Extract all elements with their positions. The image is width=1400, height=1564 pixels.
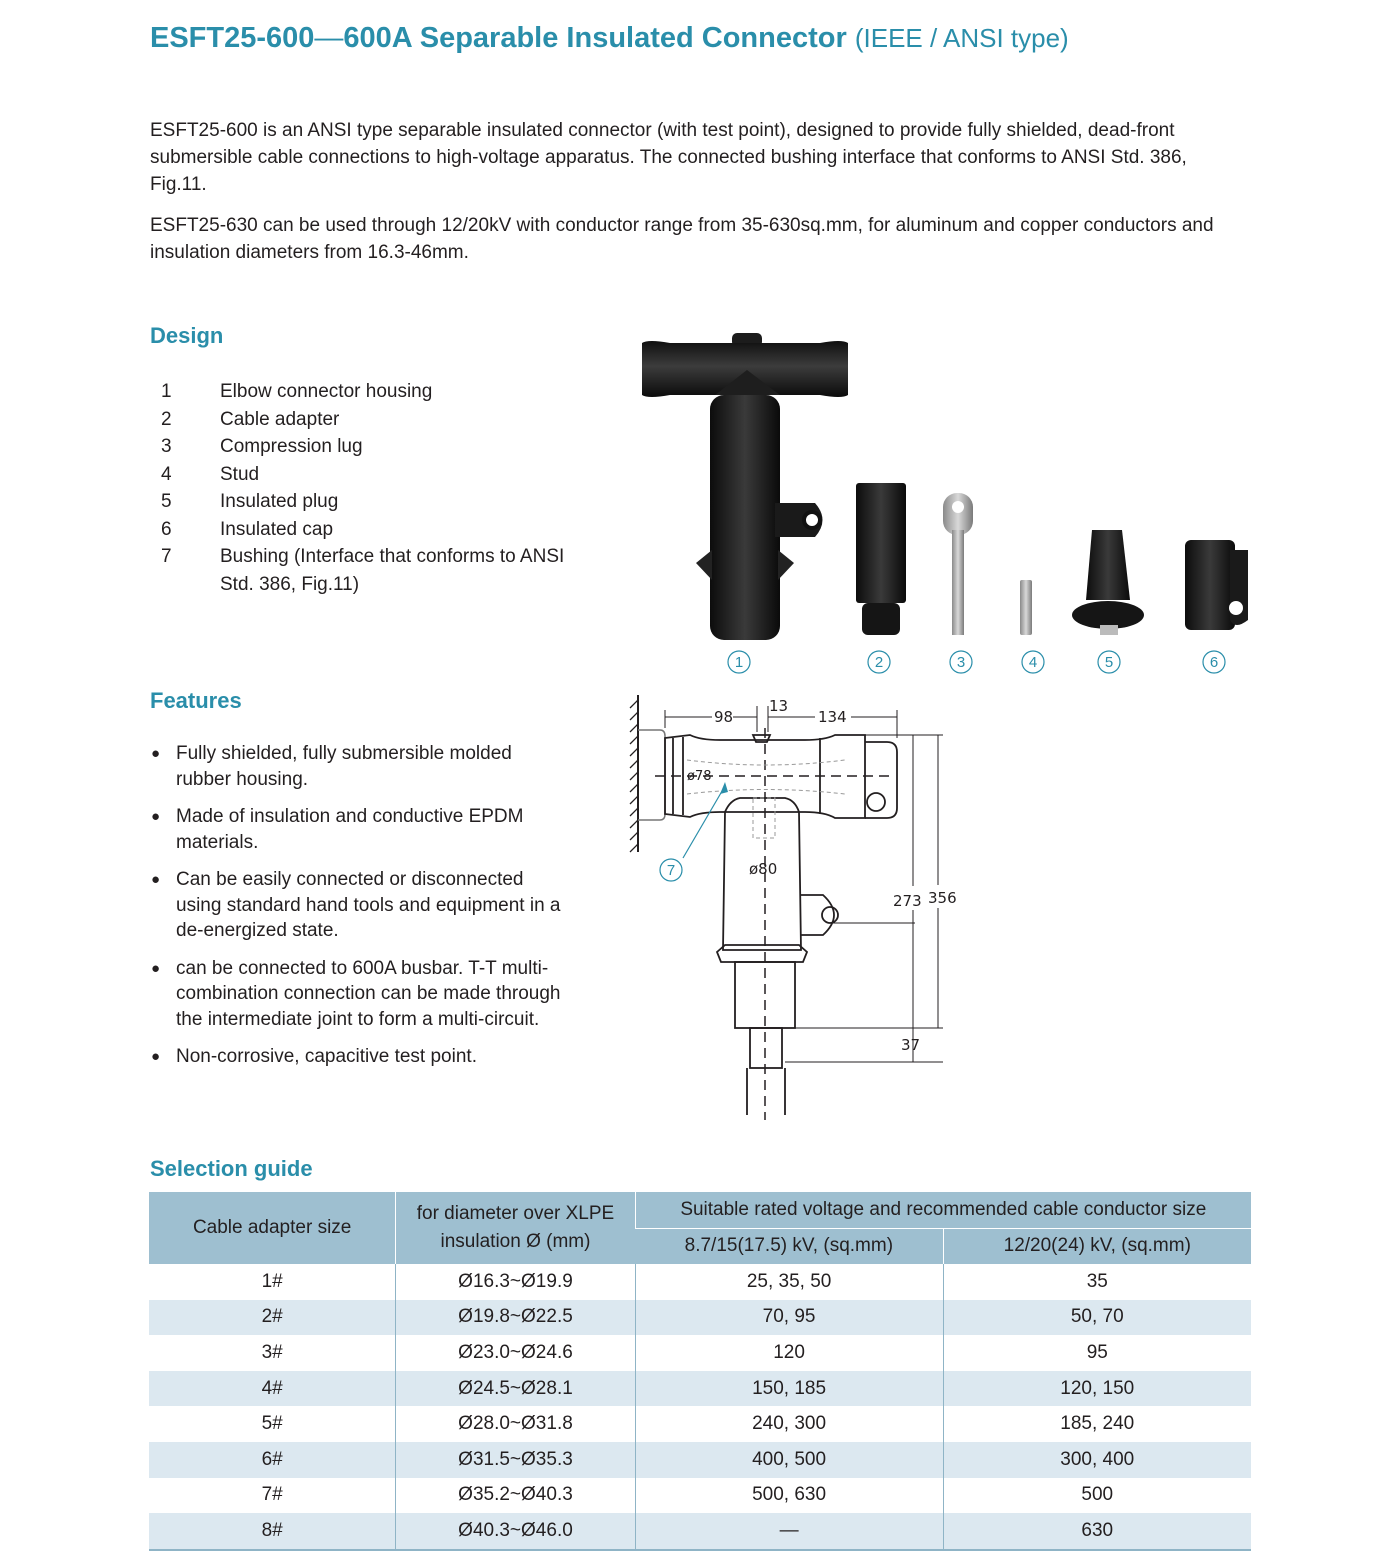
design-item-number: 5: [161, 491, 172, 512]
feature-item: [150, 741, 570, 792]
col-header-size: Cable adapter size: [149, 1192, 396, 1264]
dim-98: 98: [714, 708, 734, 726]
cell-voltage-1: 150, 185: [635, 1371, 943, 1407]
col-header-group: Suitable rated voltage and recommended cable conductor size: [635, 1192, 1251, 1228]
selection-heading: Selection guide: [150, 1156, 313, 1181]
photo-callout-4: 4: [1028, 654, 1038, 671]
design-item-label: Elbow connector housing: [220, 381, 433, 402]
table-row: [149, 1442, 1251, 1478]
cell-voltage-2: 300, 400: [943, 1442, 1251, 1478]
design-item-label: Insulated cap: [220, 518, 334, 540]
design-item-label: Cable adapter: [220, 408, 340, 430]
design-item-number: 6: [161, 518, 172, 540]
feature-item: [150, 867, 570, 944]
feature-item: [150, 1044, 570, 1070]
cell-size: 4#: [149, 1371, 396, 1407]
title-model: ESFT25-600: [150, 22, 315, 54]
design-item-number: 4: [161, 463, 172, 485]
design-item-label: Stud: [220, 463, 260, 485]
cell-diameter: Ø31.5~Ø35.3: [396, 1442, 635, 1478]
col-header-voltage-1: 8.7/15(17.5) kV, (sq.mm): [635, 1228, 943, 1264]
dim-d80: ø80: [749, 860, 778, 878]
bullet-icon: ●: [151, 1048, 161, 1065]
design-item-label: Compression lug: [220, 436, 363, 457]
cell-size: 3#: [261, 1341, 283, 1363]
design-list: [150, 378, 570, 598]
cell-voltage-2: 35: [943, 1264, 1251, 1300]
feature-text: can be connected to 600A busbar. T-T multi-combination connection can be made through the intermediate joint to form a multi-circuit.: [176, 957, 561, 1030]
stud-photo: [1020, 580, 1032, 635]
design-item: [150, 516, 570, 544]
cell-diameter: Ø28.0~Ø31.8: [396, 1406, 635, 1442]
cell-voltage-1: 120: [635, 1335, 943, 1371]
dimension-drawing: [625, 690, 970, 1122]
photo-callout-1: 1: [734, 654, 744, 671]
cell-voltage-1: 70, 95: [635, 1300, 943, 1336]
cell-voltage-1: 400, 500: [635, 1442, 943, 1478]
cell-size: 7#: [261, 1484, 283, 1506]
cell-size: 5#: [261, 1413, 283, 1435]
feature-text: Can be easily connected or disconnected using standard hand tools and equipment in a de-energized state.: [176, 869, 561, 941]
dim-d78: ø78: [687, 769, 712, 784]
insulated-plug-photo: [1072, 530, 1144, 635]
cell-size: 1#: [261, 1270, 283, 1292]
title-dash: —: [314, 22, 344, 54]
compression-lug-photo: [943, 493, 973, 635]
cell-voltage-2: 120, 150: [943, 1371, 1251, 1407]
photo-callout-6: 6: [1209, 654, 1219, 671]
cell-voltage-1: —: [635, 1513, 943, 1550]
cell-size: 6#: [149, 1442, 396, 1478]
design-item-number: 1: [161, 381, 172, 402]
cell-voltage-1: 500, 630: [635, 1478, 943, 1514]
dim-13: 13: [769, 697, 789, 715]
cell-voltage-2: 50, 70: [943, 1300, 1251, 1336]
design-item-number: 7: [161, 546, 172, 567]
insulated-cap-photo: [1185, 540, 1248, 630]
features-heading: Features: [150, 688, 242, 713]
col-header-voltage-2: 12/20(24) kV, (sq.mm): [943, 1228, 1251, 1264]
bullet-icon: ●: [151, 808, 161, 825]
design-item-label: Bushing (Interface that conforms to ANSI Std. 386, Fig.11): [220, 546, 565, 595]
photo-callout-2: 2: [874, 654, 884, 671]
intro-paragraph-2: ESFT25-630 can be used through 12/20kV with conductor range from 35-630sq.mm, for aluminum and copper conductors and insulation diameters from 16.3-46mm.: [150, 215, 1214, 263]
design-heading: Design: [150, 323, 224, 348]
cell-voltage-2: 185, 240: [943, 1406, 1251, 1442]
feature-item: [150, 956, 570, 1033]
photo-callout-5: 5: [1104, 654, 1114, 671]
dim-37: 37: [901, 1036, 921, 1054]
intro-paragraph-1: ESFT25-600 is an ANSI type separable insulated connector (with test point), designed to provide fully shielded, dead-front submersible cable connections to high-voltage apparatus. The connected bushing interface that conforms to ANSI Std. 386, Fig.11.: [150, 120, 1187, 195]
page-title: [150, 22, 1069, 55]
cell-diameter: Ø23.0~Ø24.6: [396, 1335, 635, 1371]
drawing-callout-7: 7: [666, 862, 676, 879]
cell-voltage-1: 240, 300: [635, 1406, 943, 1442]
cell-diameter: Ø40.3~Ø46.0: [396, 1513, 635, 1550]
photo-callout-3: 3: [956, 654, 966, 671]
table-row: [149, 1371, 1251, 1407]
dim-273: 273: [893, 892, 922, 910]
cell-voltage-2: 95: [943, 1335, 1251, 1371]
design-item-number: 3: [161, 436, 172, 457]
table-row: [149, 1264, 1251, 1300]
design-item: [150, 488, 570, 516]
features-list: [150, 741, 570, 1082]
cell-diameter: Ø35.2~Ø40.3: [396, 1478, 635, 1514]
title-subtitle: (IEEE / ANSI type): [854, 23, 1069, 53]
design-item: [150, 433, 570, 461]
col-header-diameter: for diameter over XLPE insulation Ø (mm): [396, 1192, 635, 1264]
bullet-icon: ●: [151, 745, 161, 762]
design-item: [150, 406, 570, 434]
design-item-label: Insulated plug: [220, 491, 339, 512]
table-row: [149, 1513, 1251, 1550]
cell-voltage-2: 500: [943, 1478, 1251, 1514]
cell-size: 2#: [149, 1300, 396, 1336]
feature-item: [150, 804, 570, 855]
cell-diameter: Ø16.3~Ø19.9: [396, 1264, 635, 1300]
bullet-icon: ●: [151, 871, 161, 888]
table-row: [149, 1300, 1251, 1336]
feature-text: Non-corrosive, capacitive test point.: [176, 1046, 477, 1067]
dim-356: 356: [928, 889, 957, 907]
feature-text: Fully shielded, fully submersible molded rubber housing.: [176, 743, 512, 790]
cell-voltage-2: 630: [943, 1513, 1251, 1550]
cell-diameter: Ø19.8~Ø22.5: [396, 1300, 635, 1336]
feature-text: Made of insulation and conductive EPDM materials.: [176, 806, 524, 853]
dim-134: 134: [818, 708, 847, 726]
title-main: 600A Separable Insulated Connector: [343, 22, 847, 54]
design-item: [150, 543, 570, 598]
selection-table: [149, 1192, 1251, 1551]
table-row: [149, 1406, 1251, 1442]
table-row: [149, 1478, 1251, 1514]
design-item: [150, 461, 570, 489]
design-item: [150, 378, 570, 406]
cell-voltage-1: 25, 35, 50: [635, 1264, 943, 1300]
cable-adapter-photo: [856, 483, 906, 635]
bullet-icon: ●: [151, 959, 161, 977]
design-item-number: 2: [161, 408, 172, 430]
elbow-housing-photo: [642, 333, 848, 640]
product-photo: [630, 325, 1270, 685]
cell-size: 8#: [149, 1513, 396, 1550]
table-row: [149, 1335, 1251, 1371]
cell-diameter: Ø24.5~Ø28.1: [396, 1371, 635, 1407]
